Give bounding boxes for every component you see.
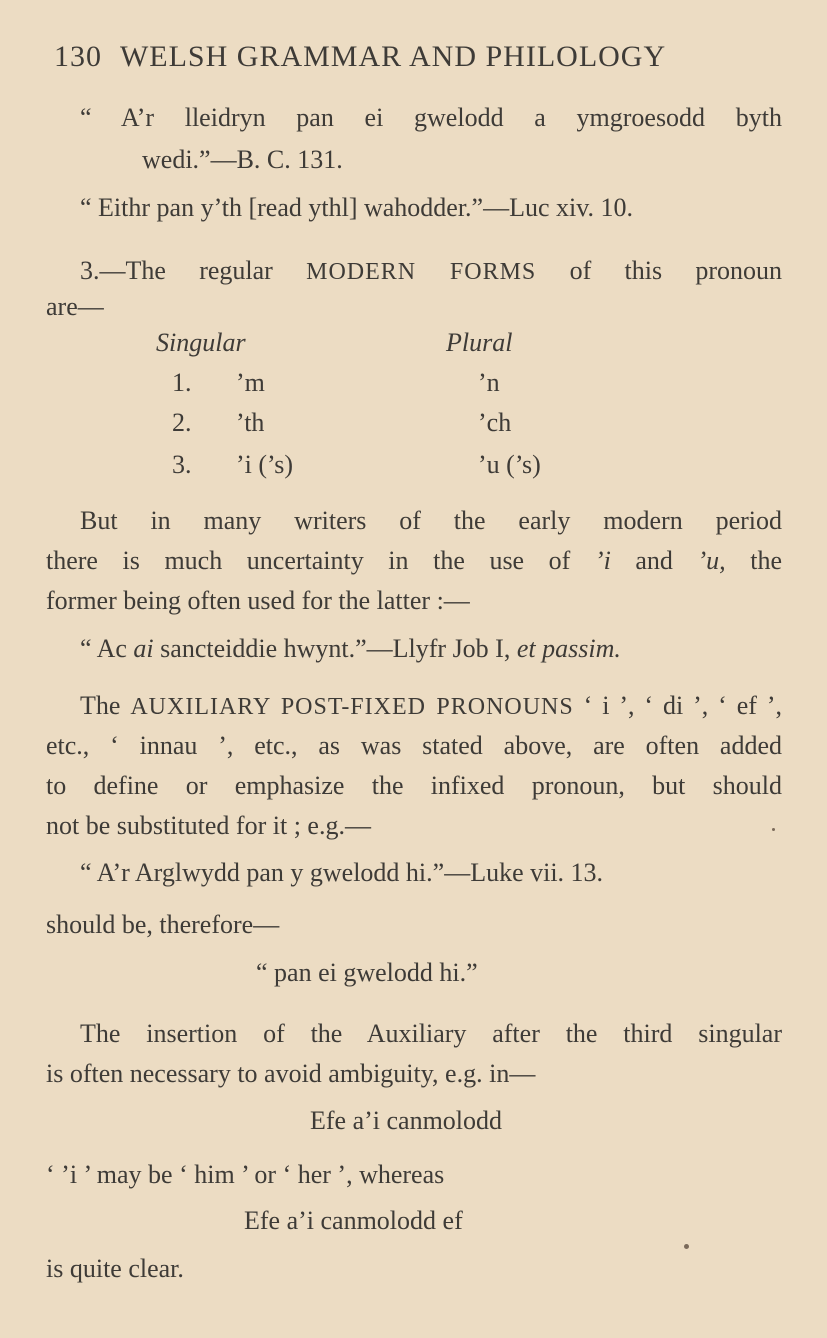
paper-speck xyxy=(772,828,775,831)
paragraph-line: But in many writers of the early modern period xyxy=(80,506,782,535)
paragraph-line: are— xyxy=(46,292,104,321)
book-title: WELSH GRAMMAR AND PHILOLOGY xyxy=(119,40,667,73)
paper-speck xyxy=(684,1244,689,1249)
page-number: 130 xyxy=(54,40,102,73)
example-line: Efe a’i canmolodd ef xyxy=(244,1206,463,1235)
running-header xyxy=(54,40,666,74)
table-cell-plural: ’n xyxy=(478,368,500,397)
paragraph-line: etc., ‘ innau ’, etc., as was stated above, are often added xyxy=(46,731,782,760)
paragraph-line: 3.—The regular MODERN FORMS of this pronoun xyxy=(80,256,783,285)
table-cell-singular: ’i (’s) xyxy=(236,450,294,479)
paragraph-line: The insertion of the Auxiliary after the third singular xyxy=(80,1019,782,1048)
table-header-singular: Singular xyxy=(156,328,246,357)
quote-line: “ pan ei gwelodd hi.” xyxy=(256,958,478,987)
table-cell-plural: ’u (’s) xyxy=(478,450,541,479)
quote-line: “ Ac ai sancteiddie hwynt.”—Llyfr Job I, et passim. xyxy=(80,634,621,663)
table-cell-plural: ’ch xyxy=(478,408,512,437)
table-row-number: 2. xyxy=(172,408,192,437)
paragraph-line: ‘ ’i ’ may be ‘ him ’ or ‘ her ’, whereas xyxy=(46,1160,445,1189)
table-cell-singular: ’m xyxy=(236,368,265,397)
quote-line: “ Eithr pan y’th [read ythl] wahodder.”—Luc xiv. 10. xyxy=(80,193,634,222)
paragraph-line: The AUXILIARY POST-FIXED PRONOUNS ‘ i ’, ‘ di ’, ‘ ef ’, xyxy=(80,691,782,720)
paragraph-line: former being often used for the latter :— xyxy=(46,586,470,615)
term-smallcaps: MODERN FORMS xyxy=(306,259,537,285)
paragraph-line: is quite clear. xyxy=(46,1254,184,1283)
paragraph-line: there is much uncertainty in the use of ’i and ’u, the xyxy=(46,546,783,575)
quote-line: “ A’r Arglwydd pan y gwelodd hi.”—Luke vii. 13. xyxy=(80,858,604,887)
table-row-number: 3. xyxy=(172,450,192,479)
paragraph-line: is often necessary to avoid ambiguity, e.g. in— xyxy=(46,1059,536,1088)
quote-line: wedi.”—B. C. 131. xyxy=(142,145,343,174)
paragraph-line: to define or emphasize the infixed pronoun, but should xyxy=(46,771,782,800)
quote-line: “ A’r lleidryn pan ei gwelodd a ymgroesodd byth xyxy=(80,103,782,132)
term-smallcaps: AUXILIARY POST-FIXED PRONOUNS xyxy=(130,694,574,720)
table-cell-singular: ’th xyxy=(236,408,265,437)
table-row-number: 1. xyxy=(172,368,192,397)
paragraph-line: not be substituted for it ; e.g.— xyxy=(46,811,371,840)
table-header-plural: Plural xyxy=(446,328,513,357)
paragraph-line: should be, therefore— xyxy=(46,910,280,939)
example-line: Efe a’i canmolodd xyxy=(310,1106,503,1135)
section-number: 3. xyxy=(80,256,100,285)
